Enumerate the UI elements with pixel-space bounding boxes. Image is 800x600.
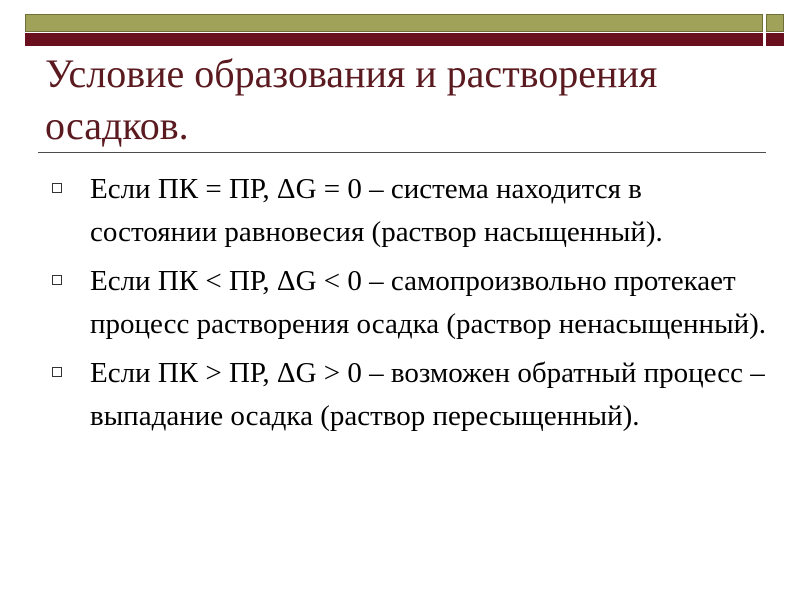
corner-olive-square: [766, 14, 784, 32]
slide-title: Условие образования и растворения осадков.: [45, 51, 658, 148]
corner-maroon-square: [766, 33, 784, 46]
title-divider: [38, 152, 766, 153]
bullet-item: [40, 168, 770, 254]
hollow-square-bullet-icon: [52, 183, 62, 193]
hollow-square-bullet-icon: [52, 367, 62, 377]
bullet-text: Если ПК < ПР, ΔG < 0 – самопроизвольно протекает процесс растворения осадка (раствор ненасыщенный).: [90, 265, 766, 340]
bullet-text: Если ПК = ПР, ΔG = 0 – система находится в состоянии равновесия (раствор насыщенный).: [90, 173, 663, 248]
header-maroon-band: [25, 33, 763, 46]
bullet-text: Если ПК > ПР, ΔG > 0 – возможен обратный процесс – выпадание осадка (раствор пересыщенный).: [90, 357, 765, 432]
header-olive-band: [25, 14, 763, 32]
hollow-square-bullet-icon: [52, 275, 62, 285]
bullet-item: [40, 260, 770, 346]
bullet-item: [40, 352, 770, 438]
bullet-list: [40, 168, 770, 444]
